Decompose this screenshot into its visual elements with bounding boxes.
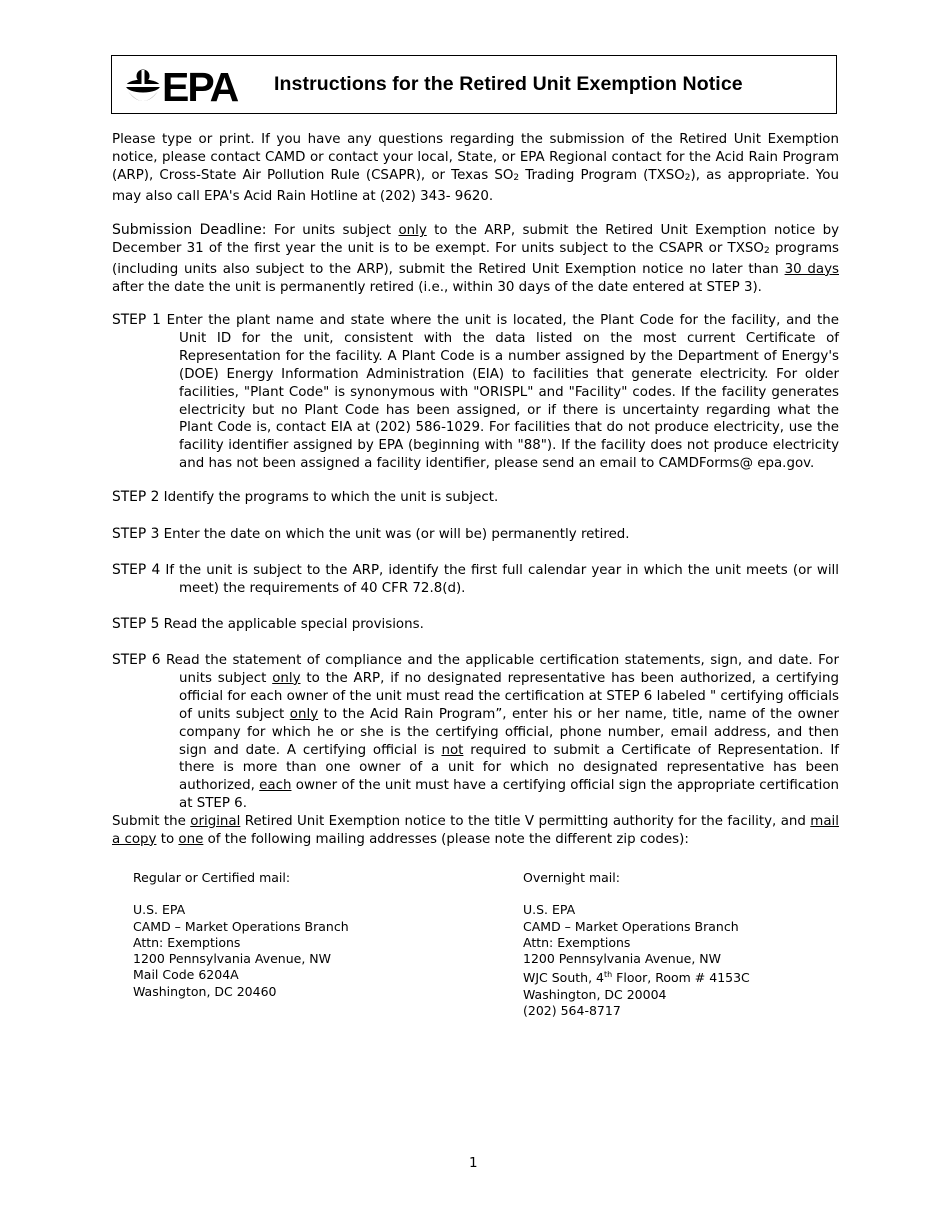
header-box [111, 55, 837, 114]
step-5: STEP 5 Read the applicable special provisions. [112, 616, 424, 632]
step-3: STEP 3 Enter the date on which the unit was (or will be) permanently retired. [112, 526, 630, 542]
epa-logo [124, 67, 246, 105]
step-2: STEP 2 Identify the programs to which the unit is subject. [112, 489, 499, 505]
step-1-label: STEP 1 [112, 312, 161, 328]
address-line: Mail Code 6204A [133, 967, 239, 983]
document-title: Instructions for the Retired Unit Exemption Notice [274, 73, 743, 95]
page-number: 1 [469, 1155, 478, 1171]
step-3-label: STEP 3 [112, 526, 160, 542]
regular-mail-heading: Regular or Certified mail: [133, 870, 291, 885]
regular-mail-address [133, 870, 349, 1000]
address-line-room: WJC South, 4th Floor, Room # 4153C [523, 970, 750, 986]
step-2-label: STEP 2 [112, 489, 160, 505]
address-line: 1200 Pennsylvania Avenue, NW [523, 951, 721, 967]
address-line: CAMD – Market Operations Branch [133, 918, 349, 934]
address-line: (202) 564-8717 [523, 1003, 621, 1019]
submit-paragraph: Submit the original Retired Unit Exemption notice to the title V permitting authority for the facility, and mail a copy to one of the following mailing addresses (please note the different zip codes): [112, 814, 839, 847]
overnight-mail-heading: Overnight mail: [523, 870, 620, 885]
address-line: Attn: Exemptions [523, 934, 631, 950]
address-line: Attn: Exemptions [133, 934, 241, 950]
address-line: CAMD – Market Operations Branch [523, 918, 739, 934]
address-line: U.S. EPA [523, 902, 576, 918]
step-6: STEP 6 Read the statement of compliance and the applicable certification statements, sign, and date. For units subject only to the ARP, if no designated representative has been authorized, a certifying official for each owner of the unit must read the certification at STEP 6 labeled " certifying officials of units subject only to the Acid Rain Program”, enter his or her name, title, name of the owner company for which he or she is the certifying official, phone number, email address, and then sign and date. A certifying official is not required to submit a Certificate of Representation. If there is more than one owner of a unit for which no designated representative has been authorized, each owner of the unit must have a certifying official sign the appropriate certification at STEP 6. [112, 652, 840, 812]
step-5-label: STEP 5 [112, 616, 160, 632]
step-4: STEP 4 If the unit is subject to the ARP, identify the first full calendar year in which the unit meets (or will meet) the requirements of 40 CFR 72.8(d). [112, 562, 839, 596]
address-line: 1200 Pennsylvania Avenue, NW [133, 951, 331, 967]
intro-paragraph: Please type or print. If you have any questions regarding the submission of the Retired Unit Exemption notice, please contact CAMD or contact your local, State, or EPA Regional contact for the Acid Rain Program (ARP), Cross-State Air Pollution Rule (CSAPR), or Texas SO2 Trading Program (TXSO2), as appropriate. You may also call EPA's Acid Rain Hotline at (202) 343- 9620. [112, 132, 839, 204]
logo-text: EPA [162, 67, 238, 105]
deadline-label: Submission Deadline: [112, 222, 267, 238]
step-1: STEP 1 Enter the plant name and state where the unit is located, the Plant Code for the facility, and the Unit ID for the unit, consistent with the data listed on the most current Certificate of Representation for the facility. A Plant Code is a number assigned by the Department of Energy's (DOE) Energy Information Administration (EIA) to facilities that generate electricity. For older facilities, "Plant Code" is synonymous with "ORISPL" and "Facility" codes. If the facility generates electricity but no Plant Code has been assigned, or if there is uncertainty regarding what the Plant Code is, contact EIA at (202) 586-1029. For facilities that do not produce electricity, use the facility identifier assigned by EPA (beginning with "88"). If the facility does not produce electricity and has not been assigned a facility identifier, please send an email to CAMDForms@ epa.gov. [112, 312, 839, 472]
submission-deadline-paragraph: Submission Deadline: For units subject only to the ARP, submit the Retired Unit Exemption notice by December 31 of the first year the unit is to be exempt. For units subject to the CSAPR or TXSO2 programs (including units also subject to the ARP), submit the Retired Unit Exemption notice no later than 30 days after the date the unit is permanently retired (i.e., within 30 days of the date entered at STEP 3). [112, 222, 839, 295]
step-4-label: STEP 4 [112, 562, 161, 578]
step-6-label: STEP 6 [112, 652, 161, 668]
overnight-mail-address [523, 870, 750, 1019]
address-line: Washington, DC 20460 [133, 983, 277, 999]
address-line: Washington, DC 20004 [523, 986, 667, 1002]
address-line: U.S. EPA [133, 902, 186, 918]
